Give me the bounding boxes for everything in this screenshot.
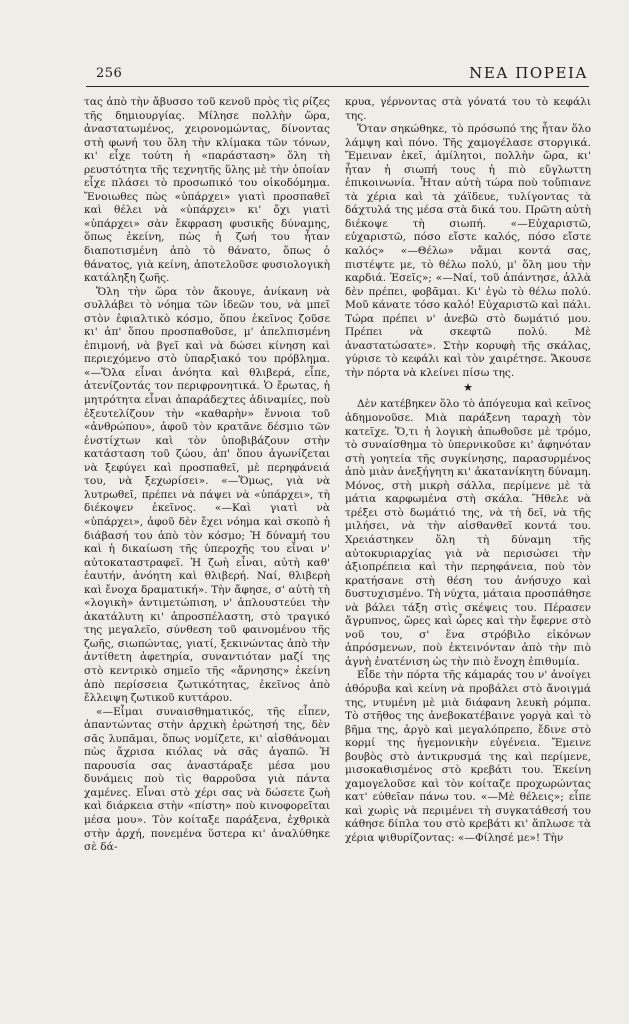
journal-title: ΝΕΑ ΠΟΡΕΙΑ [469, 64, 588, 82]
paragraph: Ὅταν σηκώθηκε, τὸ πρόσωπό της ἦταν ὅλο λάμψη καὶ πόνο. Τῆς χαμογέλασε στοργικά. Ἔμειναν ἐκεῖ, ἀμίλητοι, πολλὴν ὥρα, κι' ἦταν ἡ σιωπή τους ἡ πιὸ εὔγλωττη ἐπικοινωνία. Ἦταν αὐτὴ τώρα ποὺ τοὔπιανε τὰ χέρια καὶ τὰ χάϊδευε, τυλίγοντας τὰ δάχτυλά της μέσα στὰ δικά του. Πρῶτη αὐτὴ διέκοψε τὴ σιωπή. «—Εὐχαριστῶ, εὐχαριστῶ, πόσο εἴστε καλός, πόσο εἴστε καλός» «—Θέλω» νἄμαι κοντά σας, πιστέψτε με, τὸ θέλω πολύ, μ' ὅλη μου τὴν καρδιά. Ἐσεῖς»; «—Ναί, τοῦ ἀπάντησε, ἀλλὰ δὲν πρέπει, φοβᾶμαι. Κι' ἐγὼ τὸ θέλω πολύ. Μοῦ κάνατε τόσο καλό! Εὐχαριστῶ καὶ πάλι. Τώρα πρέπει ν' ἀνεβῶ στὸ δωμάτιό μου. Πρέπει νὰ σκεφτῶ πολύ. Μὲ ἀναστατώσατε». Στὴν κορυφὴ τῆς σκάλας, γύρισε τὸ κεφάλι καὶ τὸν χαιρέτησε. Ἄκουσε τὴν πόρτα νὰ κλείνει πίσω της. [345, 123, 591, 379]
paragraph: Ὅλη τὴν ὥρα τὸν ἄκουγε, ἀνίκανη νὰ συλλάβει τὸ νόημα τῶν ἰδεῶν του, νὰ μπεῖ στὸν ἐφιαλτικὸ κόσμο, ὅπου ἐκεῖνος ζοῦσε κι' ἀπ' ὅπου προσπαθοῦσε, μ' ἀπελπισμένη ἐπιμονή, νὰ βγεῖ καὶ νὰ δώσει κίνηση καὶ περιεχόμενο στὸ ὑπαρξιακό του πρόβλημα. «—Ὅλα εἶναι ἀνόητα καὶ θλιβερά, εἶπε, ἀτενίζοντάς τον περιφρονητικά. Ὁ ἔρωτας, ἡ μητρότητα εἶναι ἀπαράδεχτες ἀδιναμίες, ποὺ ἐξευτελίζουν τὴν «καθαρὴν» ἔννοια τοῦ «ἀνθρώπου», ἀφοῦ τὸν κρατᾶνε δέσμιο τῶν ἐνστίχτων καὶ τὸν ὑποβιβάζουν στὴν κατάσταση τοῦ ζώου, ἀπ' ὅπου ἀγωνίζεται νὰ ξεφύγει καὶ προσπαθεῖ, μὲ περηφάνειά του, νὰ ξεχωρίσει». «—Ὅμως, γιὰ νὰ λυτρωθεῖ, πρέπει νὰ πάψει νὰ «ὑπάρχει», τὴ διέκοψεν ἐκεῖνος. «—Καὶ γιατὶ νὰ «ὑπάρχει», ἀφοῦ δὲν ἔχει νόημα καὶ σκοπὸ ἡ διάβασή του ἀπὸ τὸν κόσμο; Ἡ δύναμή του καὶ ἡ δικαίωση τῆς ὑπεροχῆς του εἶναι ν' αὐτοκαταστραφεῖ. Ἡ ζωὴ εἶναι, αὐτὴ καθ' ἑαυτήν, ἀνόητη καὶ θλιβερή. Ναί, θλιβερὴ καὶ ἔνοχα δραματική». Τὴν ἄφησε, σ' αὐτὴ τὴ «λογικὴ» ἀντιμετώπιση, ν' ἁπλουστεύει τὴν ἀκατάλυτη κι' ἀπροσπέλαστη, στὸ τραγικό της μεγαλεῖο, σύνθεση τοῦ φαινομένου τῆς ζωῆς, σιωπώντας, γιατί, ξεκινώντας ἀπὸ τὴν ἀντίθετη ἀφετηρία, συναντιόταν μαζί της στὸ κεντρικὸ σημεῖο τῆς «ἄρνησης» ἐκείνη ἀπὸ περίσσεια ζωτικότητας, ἐκεῖνος ἀπὸ ἔλλειψη ζωτικοῦ κυττάρου. [84, 285, 330, 705]
paragraph: Εἶδε τὴν πόρτα τῆς κάμαράς του ν' ἀνοίγει ἀθόρυβα καὶ κείνη νὰ προβάλει στὸ ἄνοιγμά της, ντυμένη μὲ μιὰ διάφανη λευκὴ ρόμπα. Τὸ στῆθος της ἀνεβοκατέβαινε γοργὰ καὶ τὸ βῆμα της, ἀργὸ καὶ μεγαλόπρεπο, ἔδινε στὸ κορμί της ἡγεμονικὴν εὐγένεια. Ἔμεινε βουβὸς στὸ ἀντικρυσμά της καὶ περίμενε, μισοκαθισμένος στὸ κρεβάτι του. Ἐκείνη χαμογελοῦσε καὶ τὸν κοίταζε προχωρώντας κατ' εὐθεῖαν πάνω του. «—Μὲ θέλεις»; εἶπε καὶ χωρὶς νὰ περιμένει τὴ συγκατάθεσή του κάθησε δίπλα του στὸ κρεβάτι κι' ἅπλωσε τὰ χέρια ψιθυρίζοντας: «—Φίλησέ με»! Τὴν [345, 669, 591, 844]
paragraph: τας ἀπὸ τὴν ἄβυσσο τοῦ κενοῦ πρὸς τὶς ρίζες τῆς δημιουργίας. Μίλησε πολλὴν ὥρα, ἀναστατωμένος, χειρονομώντας, δίνοντας στὴ φωνή του ὅλη τὴν κλίμακα τῶν τόνων, κι' εἶχε τούτη ἡ «παράσταση» ὅλη τὴ ρευστότητα τῆς τεχνητῆς ὕλης μὲ τὴν ὁποίαν εἶχε πλάσει τὸ προσωπικό του οἰκοδόμημα. Ἔνοιωθες πὼς «ὑπάρχει» γιατὶ προσπαθεῖ καὶ θέλει νὰ «ὑπάρχει» κι' ὄχι γιατὶ «ὑπάρχει» σὰν ἔκφραση φυσικῆς δύναμης, ὅπως ἐκείνη, πὼς ἡ ζωή του ἦταν διαποτισμένη ἀπὸ τὸ θάνατο, ὅπως ὁ θάνατος, γιὰ κείνη, ἀποτελοῦσε φυσιολογικὴ κατάληξη ζωῆς. [84, 96, 330, 285]
paragraph: κρυα, γέρνοντας στὰ γόνατά του τὸ κεφάλι της. [345, 96, 591, 122]
paragraph: Δὲν κατέβηκεν ὅλο τὸ ἀπόγευμα καὶ κεῖνος ἀδημονοῦσε. Μιὰ παράξενη ταραχὴ τὸν κατεῖχε. Ὅ,τι ἡ λογικὴ ἀπωθοῦσε μὲ τρόμο, τὸ συναίσθημα τὸ ὑπερνικοῦσε κι' ἀφηνόταν στὴ γοητεία τῆς συγκίνησης, παρασυρμένος ἀπὸ μιὰν ἀνεξήγητη κι' ἀκατανίκητη δύναμη. Μόνος, στὴ μικρὴ σάλλα, περίμενε μὲ τὰ μάτια καρφωμένα στὴ σκάλα. Ἤθελε νὰ τρέξει στὸ δωμάτιό της, νὰ τὴ δεῖ, νὰ τῆς μιλήσει, νὰ τὴν αἰσθανθεῖ κοντά του. Χρειάστηκεν ὅλη τὴ δύναμη τῆς αὐτοκυριαρχίας γιὰ νὰ περισώσει τὴν ἀξιοπρέπεια καὶ τὴν περηφάνεια, ποὺ τὸν κρατήσανε στὴ θέση του ἀνήσυχο καὶ δυστυχισμένο. Τὴ νύχτα, μάταια προσπάθησε νὰ βάλει τάξη στὶς σκέψεις του. Πέρασεν ἄγρυπνος, ὥρες καὶ ὧρες καὶ τὴν ἔφερνε στὸ νοῦ του, σ' ἕνα στρόβιλο εἰκόνων ἀπρόσμενων, ποὺ ἐκτεινόνταν ἀπὸ τὴν πιὸ ἁγνὴ ἐνατένιση ὡς τὴν πιὸ ἔνοχη ἐπιθυμία. [345, 398, 591, 668]
page-number: 256 [96, 66, 123, 81]
paragraph: «—Εἶμαι συναισθηματικός, τῆς εἶπεν, ἀπαντώντας στὴν ἀρχικὴ ἐρώτησή της, δὲν σᾶς λυπᾶμαι, ὅπως νομίζετε, κι' αἰσθάνομαι πὼς ἄχρισα κιόλας νὰ σᾶς ἀγαπῶ. Ἡ παρουσία σας ἀναστάραξε μέσα μου δυνάμεις ποὺ τὶς θαρροῦσα γιὰ πάντα χαμένες. Εἶναι στὸ χέρι σας νὰ δώσετε ζωὴ καὶ διάρκεια στὴν «πίστη» ποὺ κινοφορεῖται μέσα μου». Τὸν κοίταξε παράξενα, ἐχθρικὰ στὴν ἀρχή, πονεμένα ὕστερα κι' ἀναλύθηκε σὲ δά- [84, 705, 330, 854]
section-separator-star: ★ [463, 381, 473, 395]
header-rule [86, 86, 589, 87]
left-column [84, 96, 330, 855]
right-column [345, 96, 591, 846]
page-header [82, 66, 588, 86]
